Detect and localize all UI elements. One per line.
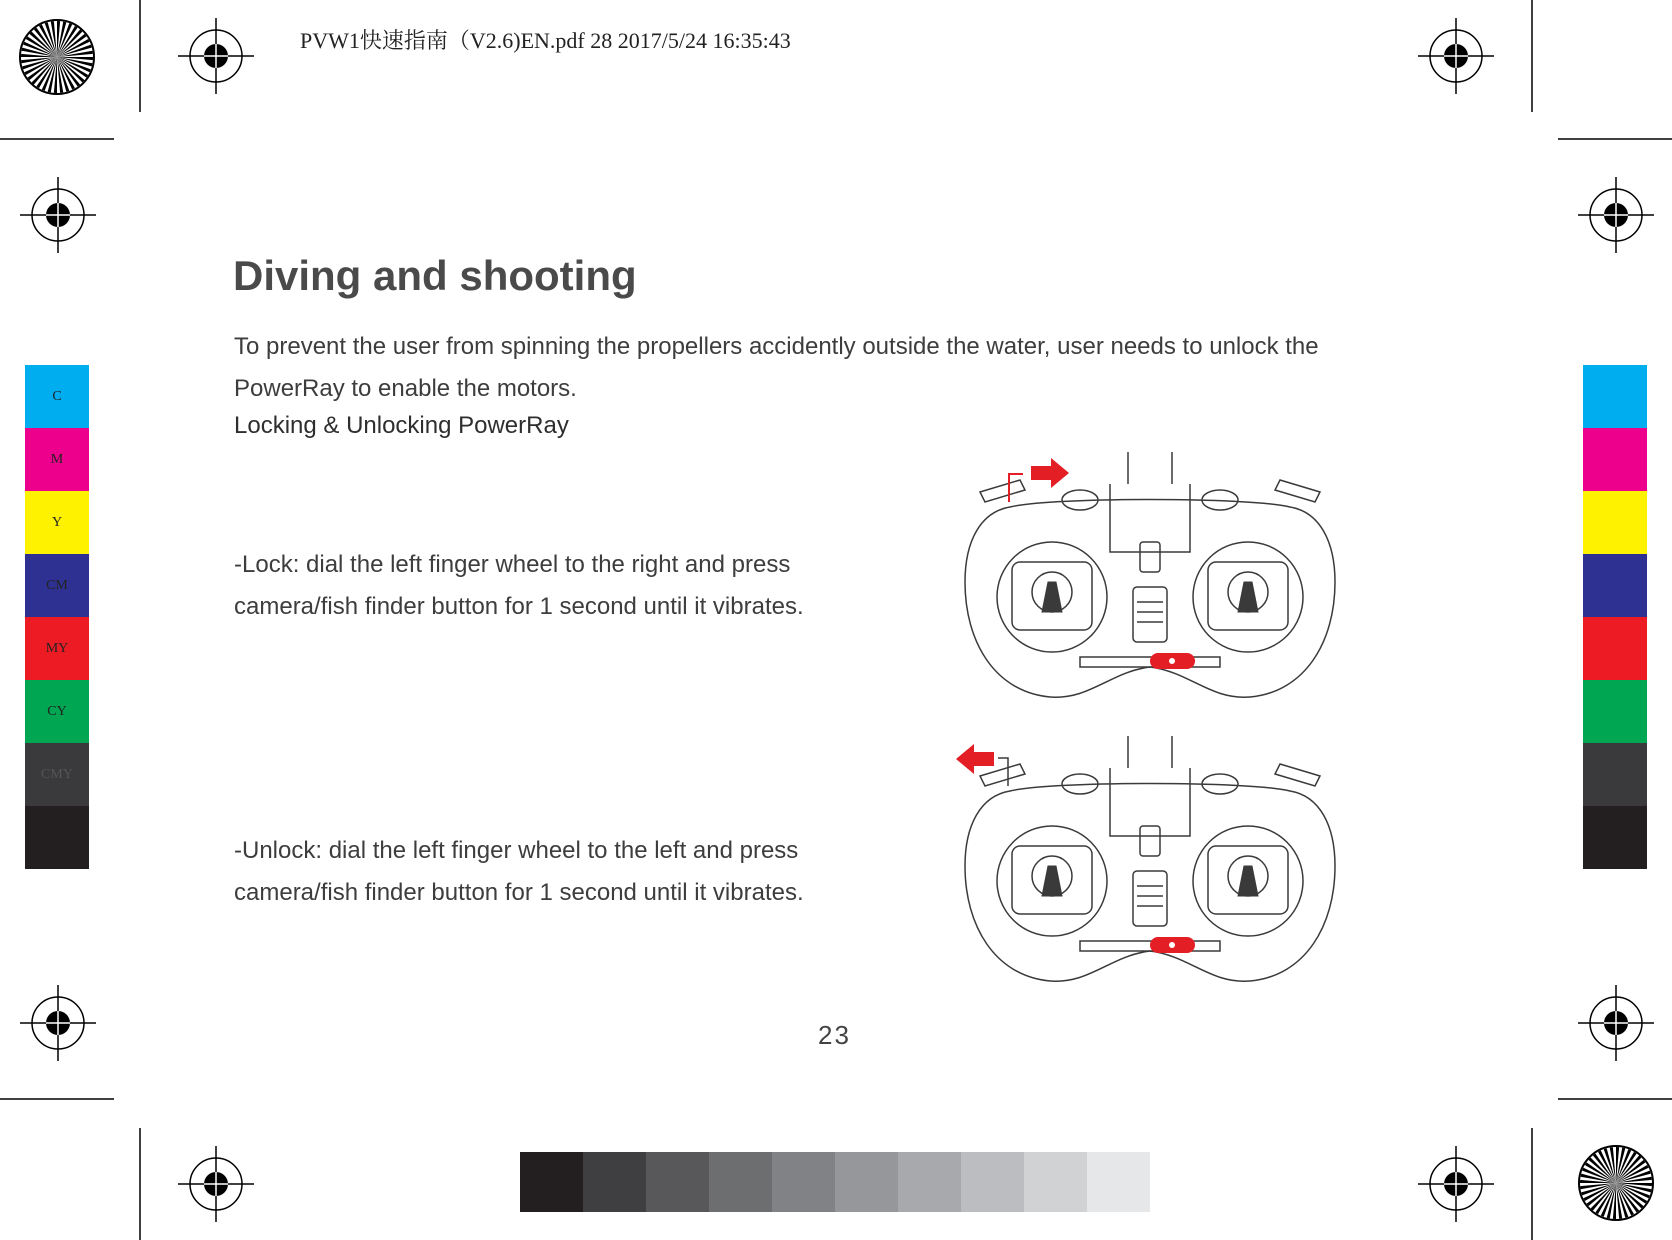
color-bar-left [25,365,89,869]
page-number: 23 [818,1020,851,1050]
gray-swatch [520,1152,583,1212]
color-swatch: M [25,428,89,491]
gray-swatch [709,1152,772,1212]
color-swatch: C [25,365,89,428]
gray-swatch [772,1152,835,1212]
registration-target-icon [176,16,256,96]
starburst-target-icon [17,17,97,97]
color-swatch [1583,806,1647,869]
gray-swatch [646,1152,709,1212]
color-swatch [25,806,89,869]
arrow-right-icon [1005,456,1075,516]
unlock-instruction: -Unlock: dial the left finger wheel to the left and press camera/fish finder button for 1 second until it vibrates. [234,837,804,906]
arrow-left-icon [952,740,1022,800]
gray-swatch [961,1152,1024,1212]
color-swatch: MY [25,617,89,680]
color-swatch: Y [25,491,89,554]
registration-target-icon [18,983,98,1063]
color-swatch [1583,743,1647,806]
color-swatch: CMY [25,743,89,806]
gray-swatch [583,1152,646,1212]
color-swatch [1583,491,1647,554]
section-subheading: Locking & Unlocking PowerRay [234,412,569,439]
gray-swatch [1087,1152,1150,1212]
color-swatch: CM [25,554,89,617]
gray-scale-strip [520,1152,1150,1212]
gray-swatch [1024,1152,1087,1212]
registration-target-icon [1576,175,1656,255]
color-swatch [1583,365,1647,428]
color-swatch [1583,680,1647,743]
lock-instruction: -Lock: dial the left finger wheel to the right and press camera/fish finder button for 1 second until it vibrates. [234,551,804,620]
color-swatch [1583,428,1647,491]
color-swatch [1583,617,1647,680]
registration-target-icon [1416,16,1496,96]
starburst-target-icon [1576,1143,1656,1223]
registration-target-icon [18,175,98,255]
color-swatch [1583,554,1647,617]
gray-swatch [898,1152,961,1212]
gray-swatch [835,1152,898,1212]
page-title: Diving and shooting [233,252,637,299]
print-slug: PVW1快速指南（V2.6)EN.pdf 28 2017/5/24 16:35:43 [300,28,791,53]
registration-target-icon [176,1144,256,1224]
color-bar-right [1583,365,1647,869]
intro-paragraph: To prevent the user from spinning the propellers accidently outside the water, user needs to unlock the PowerRay to enable the motors. [234,333,1319,402]
registration-target-icon [1576,983,1656,1063]
registration-target-icon [1416,1144,1496,1224]
color-swatch: CY [25,680,89,743]
